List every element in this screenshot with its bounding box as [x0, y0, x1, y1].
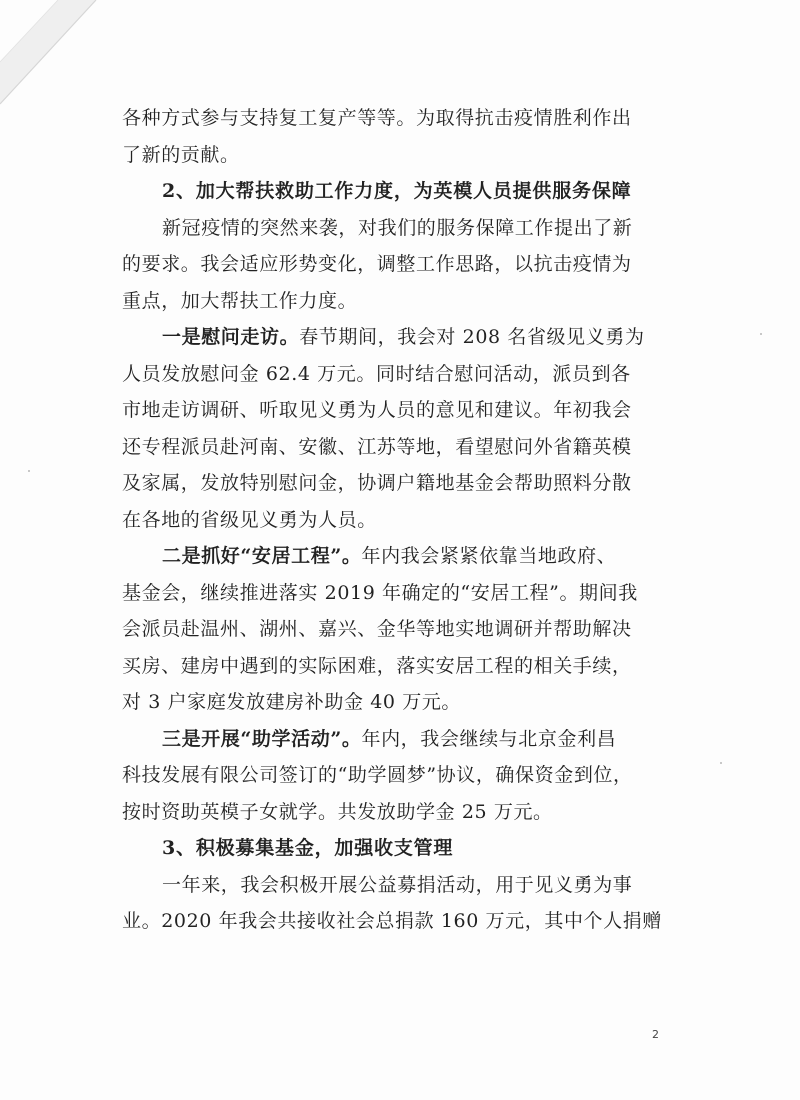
section-heading: 3、积极募集基金，加强收支管理: [162, 837, 454, 859]
scan-speck: [28, 470, 30, 472]
paragraph-line: 各种方式参与支持复工复产等等。为取得抗击疫情胜利作出: [122, 107, 632, 129]
paragraph-line: 及家属，发放特别慰问金，协调户籍地基金会帮助照料分散: [122, 472, 632, 494]
paragraph-line: [122, 538, 692, 575]
paragraph-line: 按时资助英模子女就学。共发放助学金 25 万元。: [122, 800, 553, 823]
paragraph-line: 还专程派员赴河南、安徽、江苏等地，看望慰问外省籍英模: [122, 435, 632, 458]
item-lead: 三是开展“助学活动”。: [162, 727, 362, 750]
paragraph-line: 业。2020 年我会共接收社会总捐款 160 万元，其中个人捐赠: [122, 910, 662, 932]
scan-fold-mark: [0, 0, 110, 110]
paragraph-line: 了新的贡献。: [122, 143, 240, 166]
scan-speck: [720, 762, 722, 764]
paragraph-line: 新冠疫情的突然来袭，对我们的服务保障工作提出了新: [162, 216, 633, 239]
paragraph-line: 一年来，我会积极开展公益募捐活动，用于见义勇为事: [162, 873, 633, 896]
item-text: 年内，我会继续与北京金利昌: [361, 727, 617, 750]
item-text: 年内我会紧紧依靠当地政府、: [361, 545, 617, 567]
body-text: [122, 100, 692, 940]
paragraph-line: 基金会，继续推进落实 2019 年确定的“安居工程”。期间我: [122, 581, 638, 604]
paragraph-line: 的要求。我会适应形势变化，调整工作思路，以抗击疫情为: [122, 253, 632, 275]
scan-speck: [760, 333, 762, 335]
paragraph-line: [122, 319, 692, 356]
paragraph-line: 在各地的省级见义勇为人员。: [122, 508, 377, 531]
paragraph-line: 科技发展有限公司签订的“助学圆梦”协议，确保资金到位，: [122, 764, 633, 786]
item-text: 春节期间，我会对 208 名省级见义勇为: [299, 326, 645, 348]
paragraph-line: 人员发放慰问金 62.4 万元。同时结合慰问活动，派员到各: [122, 362, 631, 385]
paragraph-line: [122, 721, 692, 758]
paragraph-line: 会派员赴温州、湖州、嘉兴、金华等地实地调研并帮助解决: [122, 618, 632, 640]
section-heading: 2、加大帮扶救助工作力度，为英模人员提供服务保障: [162, 180, 632, 202]
item-lead: 二是抓好“安居工程”。: [162, 545, 362, 567]
page-number: 2: [652, 1028, 659, 1041]
paragraph-line: 买房、建房中遇到的实际困难，落实安居工程的相关手续，: [122, 654, 632, 677]
paragraph-line: 重点，加大帮扶工作力度。: [122, 289, 358, 312]
item-lead: 一是慰问走访。: [162, 326, 300, 348]
paragraph-line: 对 3 户家庭发放建房补助金 40 万元。: [122, 691, 462, 713]
paragraph-line: 市地走访调研、听取见义勇为人员的意见和建议。年初我会: [122, 399, 632, 421]
